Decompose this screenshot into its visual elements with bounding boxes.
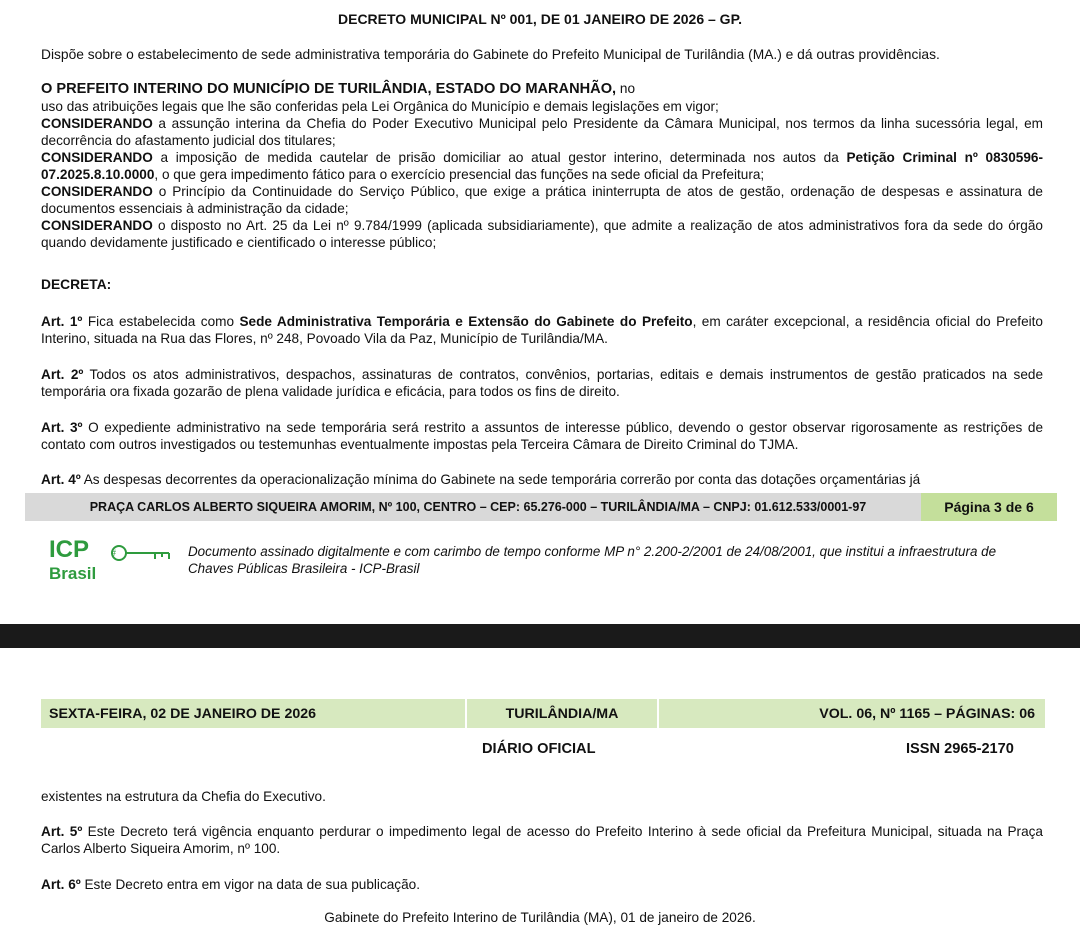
petition-number: Petição Criminal nº 0830596-07.2025.8.10.0000 — [41, 150, 1043, 182]
journal-name: DIÁRIO OFICIAL — [482, 741, 596, 757]
icp-logo-bottom: Brasil — [49, 564, 97, 581]
preamble-line: uso das atribuições legais que lhe são conferidas pela Lei Orgânica do Município e demais legislações em vigor; — [41, 99, 719, 114]
decreta-heading: DECRETA: — [41, 277, 112, 292]
article-3: Art. 3º O expediente administrativo na sede temporária será restrito a assuntos de interesse público, devendo o gestor observar rigorosamente as restrições de contato com outros investigados ou testemunhas eventualmente impostas pela Terceira Câmara de Direito Criminal do TJMA. — [41, 420, 1044, 452]
article-1: Art. 1º Fica estabelecida como Sede Administrativa Temporária e Extensão do Gabinete do Prefeito, em caráter excepcional, a residência oficial do Prefeito Interino, situada na Rua das Flores, nº 248, Povoado Vila da Paz, Município de Turilândia/MA. — [41, 314, 1043, 346]
journal-issn: ISSN 2965-2170 — [906, 741, 1014, 757]
key-icon — [112, 546, 169, 560]
article-5: Art. 5º Este Decreto terá vigência enquanto perdurar o impedimento legal de acesso do Prefeito Interino à sede oficial da Prefeitura Municipal, situada na Praça Carlos Alberto Siqueira Amorim, nº 100. — [41, 824, 1043, 856]
svg-text:#: # — [111, 548, 117, 558]
decree-title: DECRETO MUNICIPAL Nº 001, DE 01 JANEIRO DE 2026 – GP. — [338, 11, 742, 27]
preamble-lead-rest: no — [616, 81, 636, 96]
icp-brasil-logo — [47, 535, 187, 581]
article-2: Art. 2º Todos os atos administrativos, despachos, assinaturas de contratos, convênios, portarias, editais e demais instrumentos de gestão praticados na sede temporária ora fixada gozarão de plena validade jurídica e eficácia, para todos os fins de direito. — [41, 367, 1043, 399]
page-separator — [0, 624, 1080, 648]
footer-address: PRAÇA CARLOS ALBERTO SIQUEIRA AMORIM, Nº 100, CENTRO – CEP: 65.276-000 – TURILÂNDIA/MA – CNPJ: 01.612.533/0001-97 — [89, 500, 867, 514]
page-footer — [25, 493, 1057, 521]
considerando-2: CONSIDERANDO a imposição de medida cautelar de prisão domiciliar ao atual gestor interino, determinada nos autos da Petição Criminal nº 0830596-07.2025.8.10.0000, o que gera impedimento fático para o exercício presencial das funções na sede oficial da Prefeitura; — [41, 150, 1043, 182]
decree-summary: Dispõe sobre o estabelecimento de sede administrativa temporária do Gabinete do Prefeito Municipal de Turilândia (MA.) e dá outras providências. — [41, 47, 940, 62]
issue-date: SEXTA-FEIRA, 02 DE JANEIRO DE 2026 — [49, 705, 317, 722]
issue-city: TURILÂNDIA/MA — [465, 699, 659, 728]
journal-header — [41, 699, 1045, 728]
article-6: Art. 6º Este Decreto entra em vigor na data de sua publicação. — [41, 877, 421, 892]
issue-volume: VOL. 06, Nº 1165 – PÁGINAS: 06 — [819, 705, 1035, 722]
considerando-3: CONSIDERANDO o Princípio da Continuidade do Serviço Público, que exige a prática ininterrupta de atos de gestão, ordenação de despesas e assinatura de documentos essenciais à administração da cidade; — [41, 184, 1043, 216]
considerando-4: CONSIDERANDO o disposto no Art. 25 da Lei nº 9.784/1999 (aplicada subsidiariamente), que admite a realização de atos administrativos fora da sede do órgão quando devidamente justificado e cientificado o interesse público; — [41, 218, 1043, 250]
article-4: Art. 4º As despesas decorrentes da operacionalização mínima do Gabinete na sede temporária correrão por conta das dotações orçamentárias já — [41, 472, 921, 487]
preamble — [41, 80, 1043, 251]
icp-logo-top: ICP — [49, 536, 90, 563]
article-4-continuation: existentes na estrutura da Chefia do Executivo. — [41, 789, 326, 804]
page-number: Página 3 de 6 — [921, 493, 1057, 521]
signoff: Gabinete do Prefeito Interino de Turilândia (MA), 01 de janeiro de 2026. — [324, 910, 756, 925]
preamble-lead: O PREFEITO INTERINO DO MUNICÍPIO DE TURILÂNDIA, ESTADO DO MARANHÃO, — [41, 81, 617, 97]
considerando-1: CONSIDERANDO a assunção interina da Chefia do Poder Executivo Municipal pelo Presidente da Câmara Municipal, nos termos da linha sucessória legal, em decorrência do afastamento judicial dos titulares; — [41, 116, 1043, 148]
digital-signature-notice: Documento assinado digitalmente e com carimbo de tempo conforme MP n° 2.200-2/2001 de 24/08/2001, que institui a infraestrutura de Chaves Públicas Brasileira - ICP-Brasil — [188, 544, 997, 576]
